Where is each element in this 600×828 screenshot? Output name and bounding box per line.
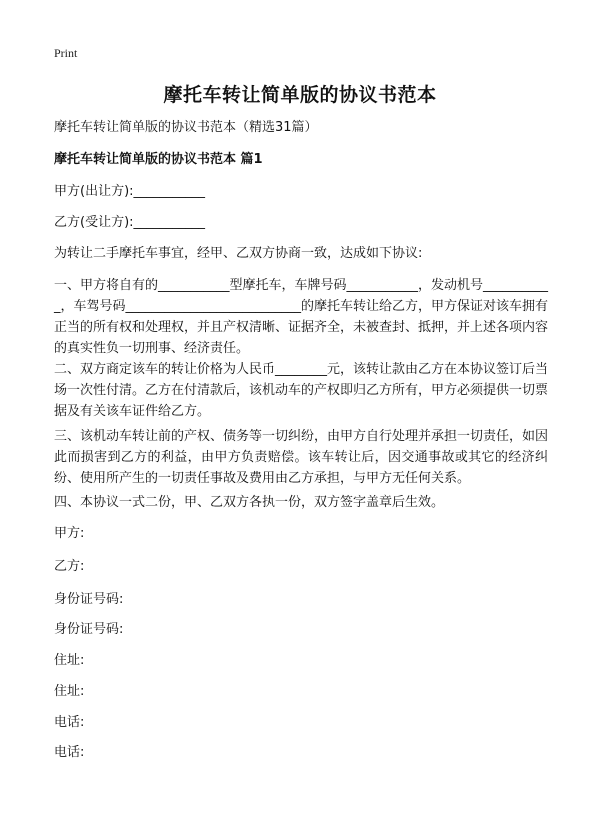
party-a-line: 甲方(出让方):___________	[54, 184, 206, 199]
signature-phone: 电话:	[54, 715, 85, 730]
section-heading: 摩托车转让简单版的协议书范本 篇1	[54, 152, 263, 167]
document-subtitle: 摩托车转让简单版的协议书范本（精选31篇）	[54, 120, 318, 135]
clause-1-paragraph: 一、甲方将自有的___________型摩托车，车牌号码___________，发动机号___________，车驾号码___________________________的摩托车转让给乙方，甲方保证对该车拥有正当的所有权和处理权，并且产权清晰、证据齐全，未被查封、抵押，并上述各项内容的真实性负一切刑事、经济责任。	[54, 278, 549, 356]
document-title: 摩托车转让简单版的协议书范本	[163, 84, 437, 106]
signature-phone: 电话:	[54, 745, 85, 760]
signature-party-a: 甲方:	[54, 526, 85, 541]
signature-id-number: 身份证号码:	[54, 592, 124, 607]
print-link[interactable]: Print	[54, 46, 78, 60]
party-b-line: 乙方(受让方):___________	[54, 215, 206, 230]
signature-id-number: 身份证号码:	[54, 622, 124, 637]
signature-address: 住址:	[54, 684, 85, 699]
clause-4-paragraph: 四、本协议一式二份，甲、乙双方各执一份，双方签字盖章后生效。	[54, 495, 445, 510]
clause-2-paragraph: 二、双方商定该车的转让价格为人民币________元，该转让款由乙方在本协议签订后当场一次性付清。乙方在付清款后，该机动车的产权即归乙方所有，甲方必须提供一切票据及有关该车证件给乙方。	[54, 362, 549, 419]
clause-3-paragraph: 三、该机动车转让前的产权、债务等一切纠纷，由甲方自行处理并承担一切责任，如因此而损害到乙方的利益，由甲方负责赔偿。该车转让后，因交通事故或其它的经济纠纷、使用所产生的一切责任事故及费用由乙方承担，与甲方无任何关系。	[54, 429, 549, 486]
intro-paragraph: 为转让二手摩托车事宜，经甲、乙双方协商一致，达成如下协议:	[54, 246, 423, 261]
signature-address: 住址:	[54, 653, 85, 668]
signature-party-b: 乙方:	[54, 559, 85, 574]
